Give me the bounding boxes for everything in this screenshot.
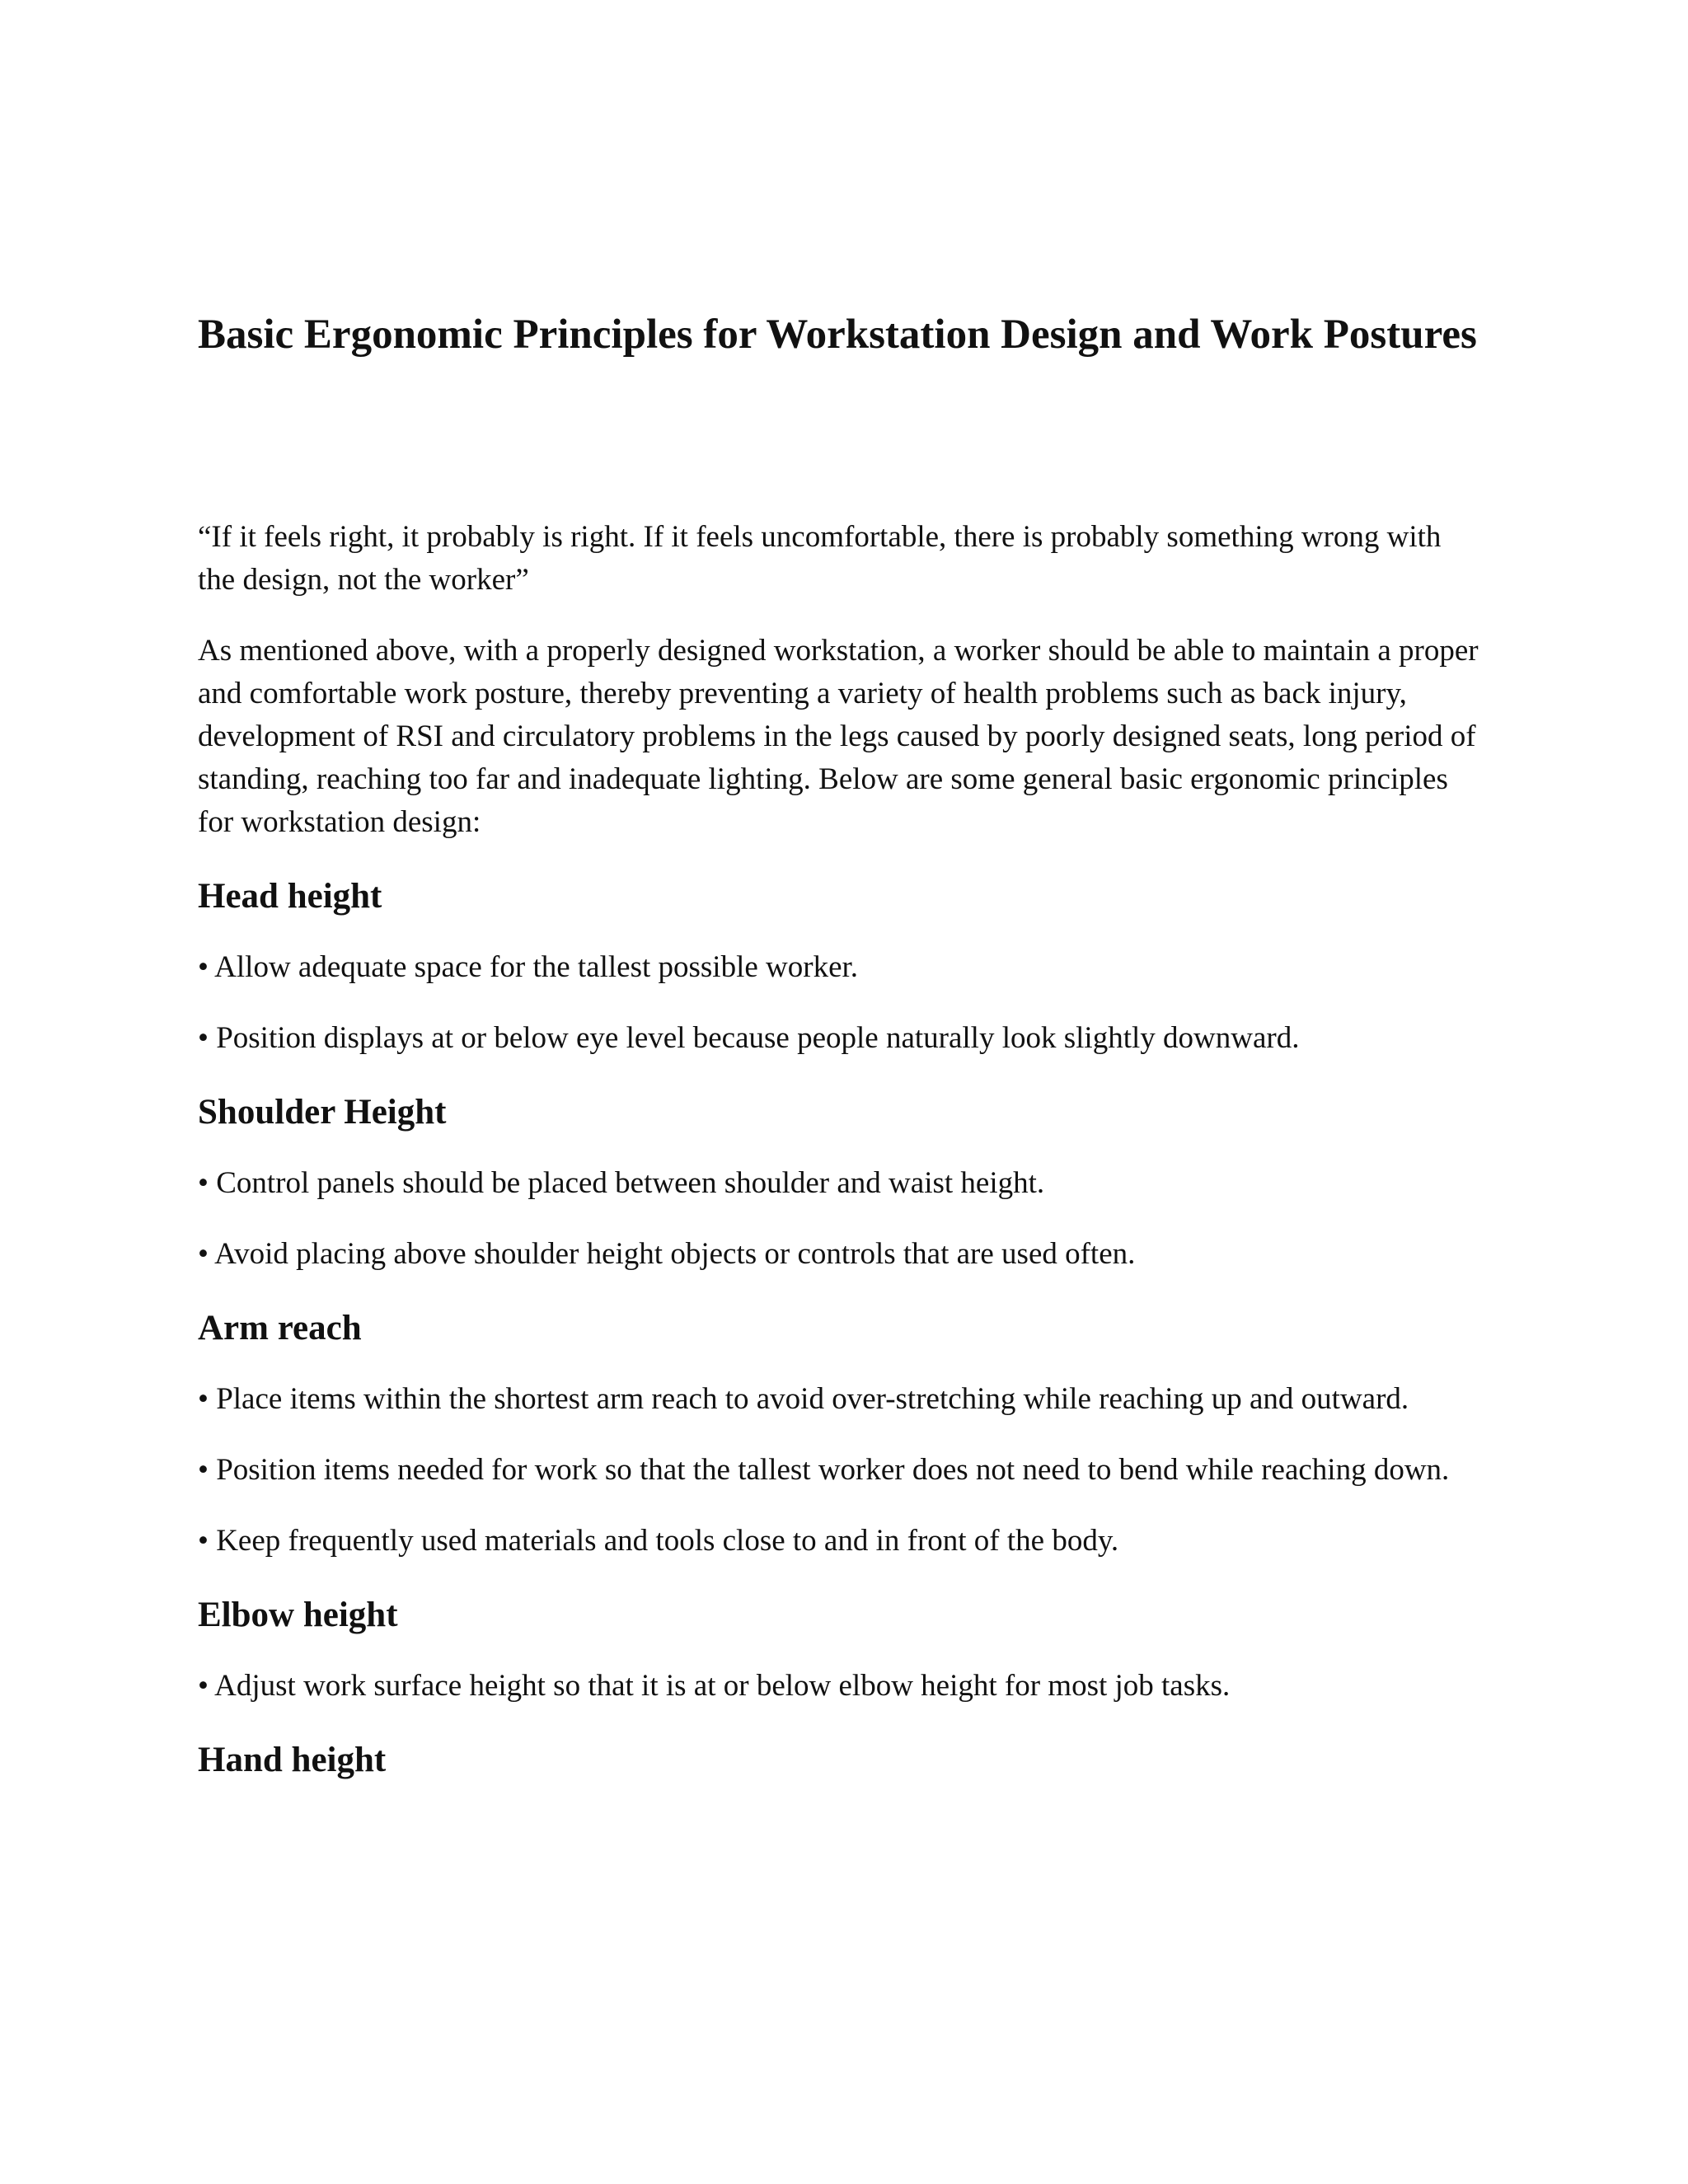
bullet-item: • Control panels should be placed between shoulder and waist height. — [198, 1166, 1045, 1200]
section-heading-elbow-height: Elbow height — [198, 1596, 398, 1634]
opening-quote: “If it feels right, it probably is right. If it feels uncomfortable, there is probably something wrong with the design, not the worker” — [198, 520, 1442, 597]
section-heading-shoulder-height: Shoulder Height — [198, 1093, 447, 1132]
bullet-item: • Position items needed for work so that the tallest worker does not need to bend while reaching down. — [198, 1453, 1450, 1487]
bullet-item: • Adjust work surface height so that it is at or below elbow height for most job tasks. — [198, 1669, 1231, 1703]
bullet-item: • Place items within the shortest arm reach to avoid over-stretching while reaching up and outward. — [198, 1382, 1409, 1416]
section-heading-hand-height: Hand height — [198, 1741, 387, 1779]
bullet-item: • Keep frequently used materials and tools close to and in front of the body. — [198, 1524, 1119, 1558]
document-body — [198, 307, 1484, 1783]
bullet-item: • Avoid placing above shoulder height objects or controls that are used often. — [198, 1237, 1136, 1271]
bullet-item: • Position displays at or below eye level because people naturally look slightly downward. — [198, 1021, 1300, 1055]
section-heading-head-height: Head height — [198, 877, 382, 916]
intro-paragraph: As mentioned above, with a properly designed workstation, a worker should be able to maintain a proper and comfortable work posture, thereby preventing a variety of health problems such as back injury, development of RSI and circulatory problems in the legs caused by poorly designed seats, long period of standing, reaching too far and inadequate lighting. Below are some general basic ergonomic principles for workstation design: — [198, 634, 1479, 839]
document-title: Basic Ergonomic Principles for Workstation Design and Work Postures — [198, 312, 1477, 358]
bullet-item: • Allow adequate space for the tallest possible worker. — [198, 950, 859, 984]
section-heading-arm-reach: Arm reach — [198, 1309, 362, 1347]
